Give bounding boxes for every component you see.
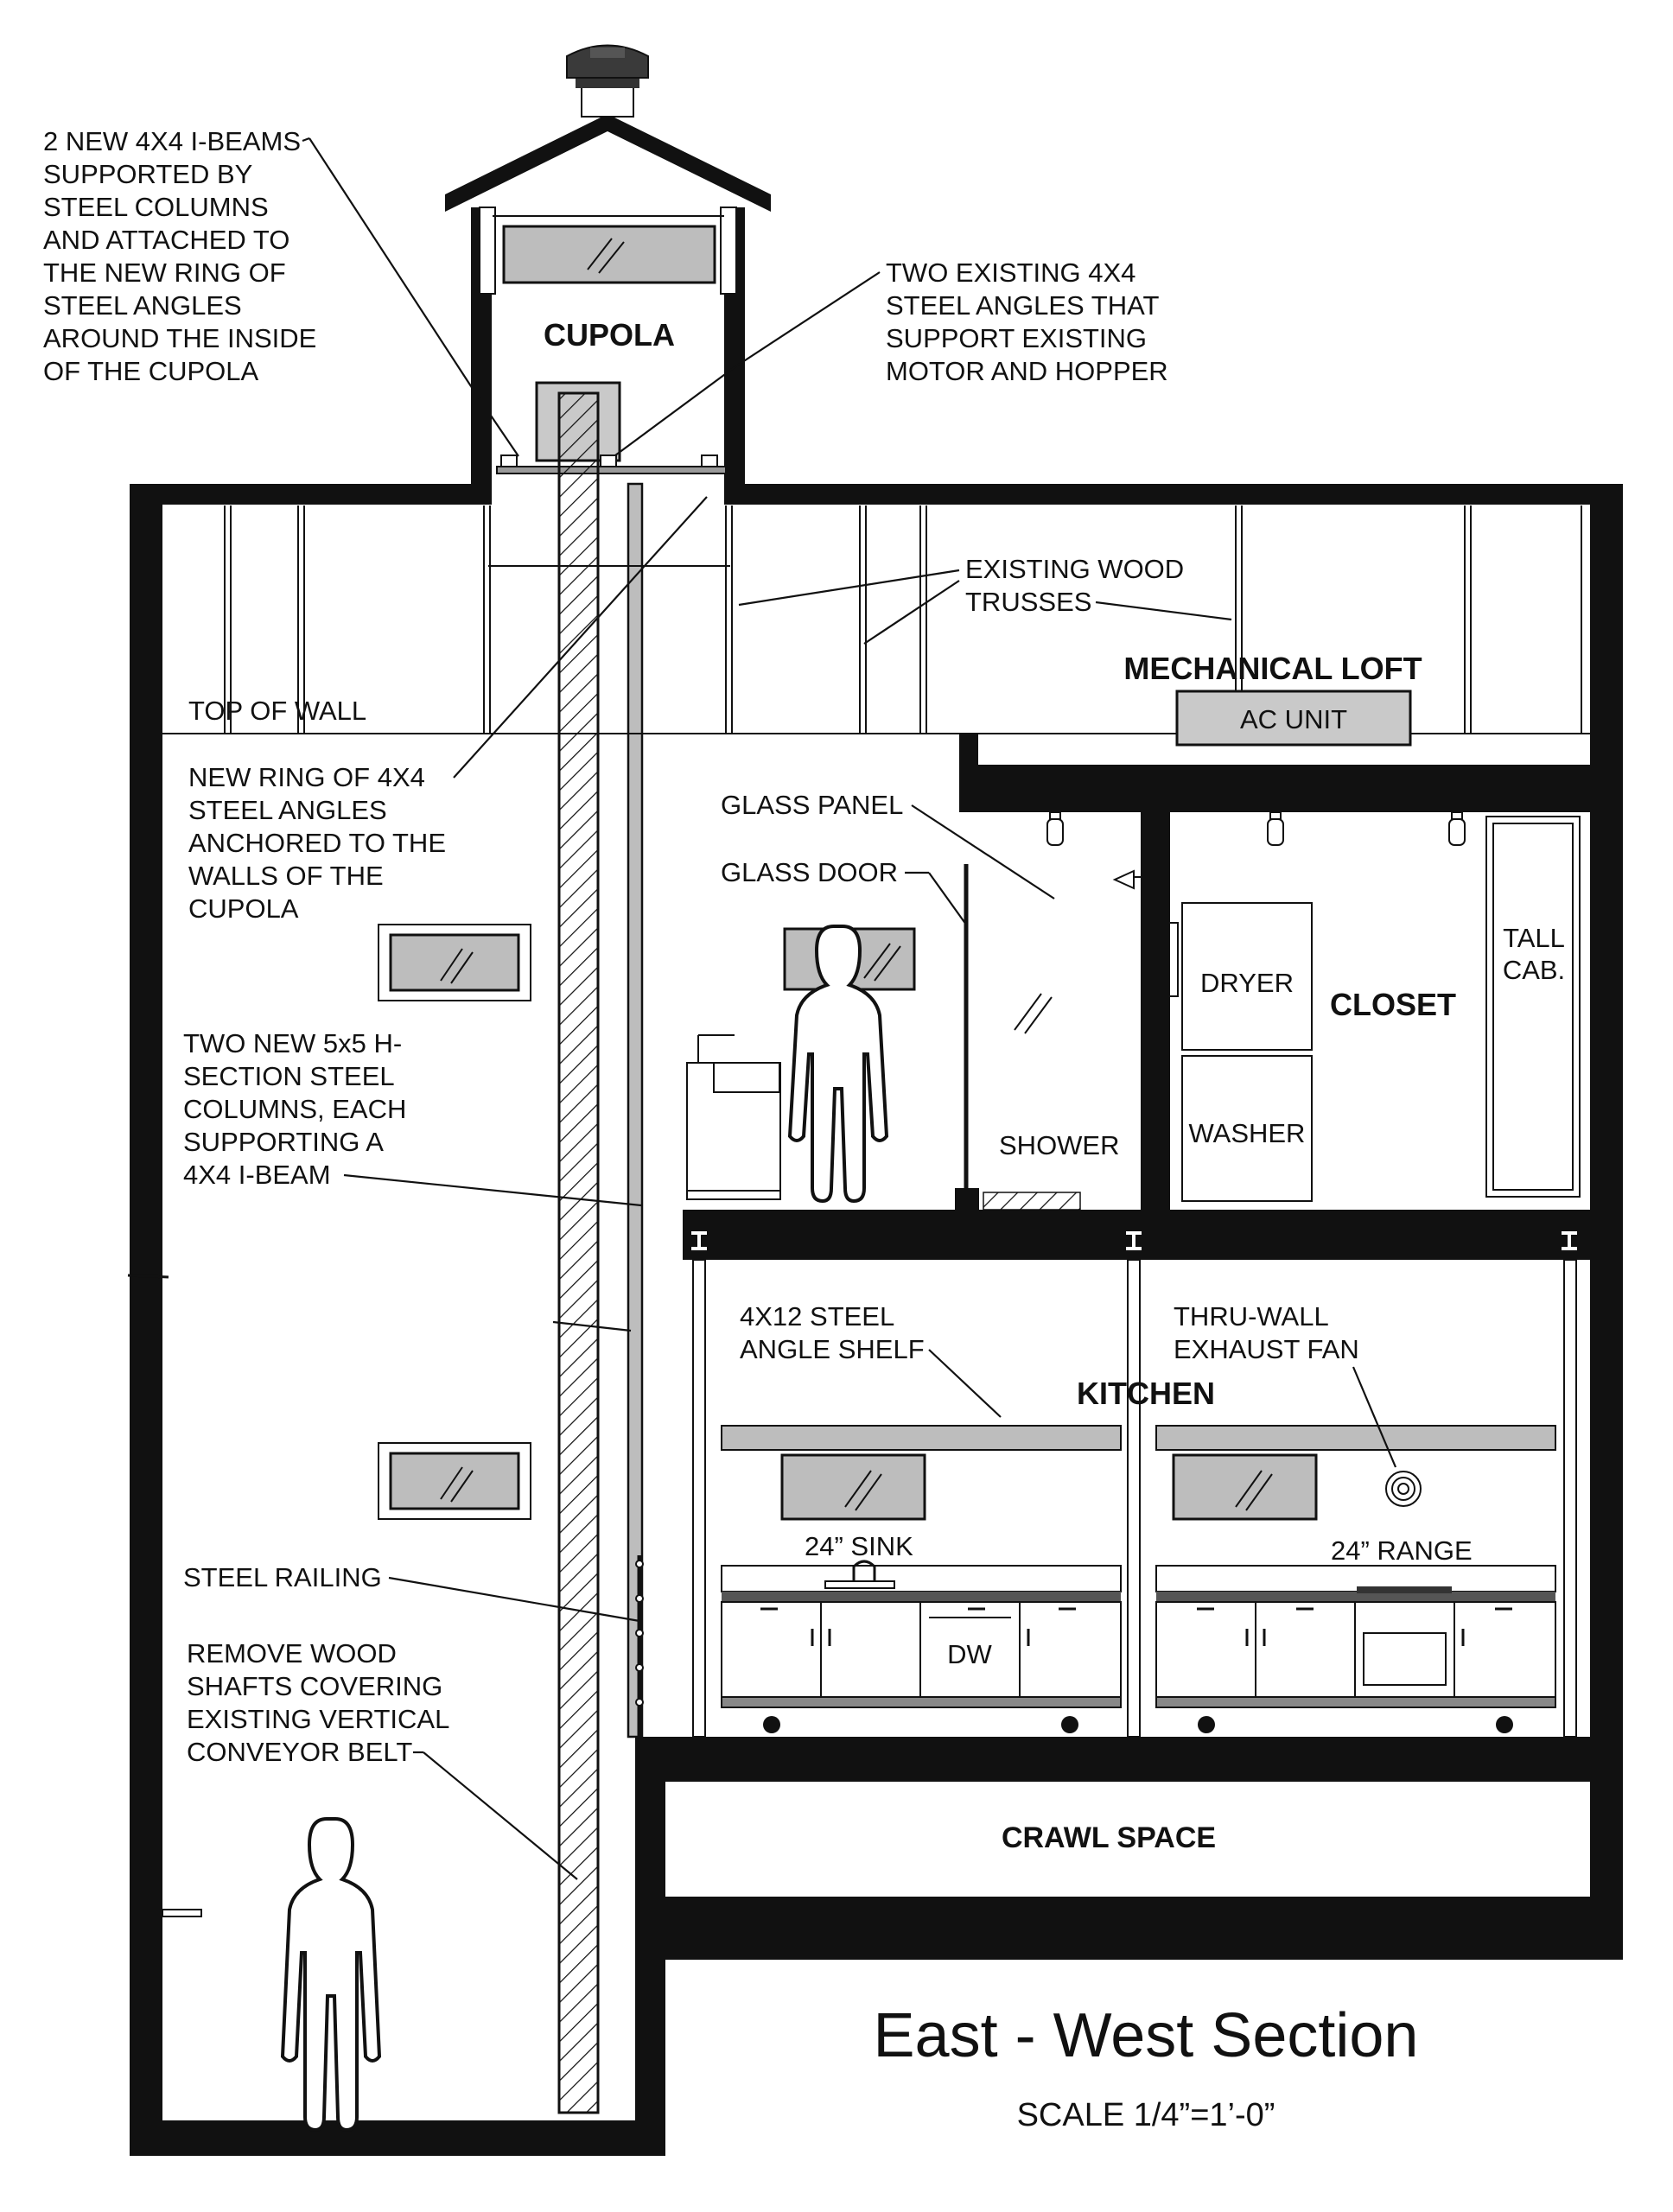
note-columns-line-3: COLUMNS, EACH	[183, 1094, 407, 1124]
note-ibeams-line-1: 2 NEW 4X4 I-BEAMS	[43, 126, 302, 156]
note-ring-line-2: STEEL ANGLES	[188, 795, 387, 825]
crawl-space-label: CRAWL SPACE	[1001, 1821, 1217, 1854]
note-angles-line-2: STEEL ANGLES THAT	[886, 290, 1160, 321]
dryer-label: DRYER	[1200, 968, 1294, 998]
note-ibeams-line-8: OF THE CUPOLA	[43, 356, 259, 386]
note-ibeams-line-3: STEEL COLUMNS	[43, 192, 269, 222]
tall-cab-label-1: TALL	[1503, 923, 1565, 953]
note-ring-line-3: ANCHORED TO THE	[188, 828, 446, 858]
kitchen-label: KITCHEN	[1077, 1376, 1215, 1411]
left-windows	[378, 925, 531, 1519]
note-angles-line-1: TWO EXISTING 4X4	[886, 257, 1136, 288]
note-railing: STEEL RAILING	[183, 1562, 382, 1592]
note-shelf-line-1: 4X12 STEEL	[740, 1301, 895, 1332]
drawing-scale: SCALE 1/4”=1’-0”	[1016, 2097, 1275, 2133]
tall-cab-label-2: CAB.	[1502, 955, 1566, 985]
note-sink: 24” SINK	[805, 1531, 913, 1561]
note-ibeams-line-4: AND ATTACHED TO	[43, 225, 290, 255]
shower-label: SHOWER	[999, 1130, 1120, 1160]
note-columns-line-1: TWO NEW 5x5 H-	[183, 1028, 403, 1058]
note-angles-line-4: MOTOR AND HOPPER	[886, 356, 1168, 386]
conveyor-shaft	[559, 393, 643, 2113]
note-range: 24” RANGE	[1331, 1535, 1473, 1566]
cupola	[445, 46, 771, 505]
washer-label: WASHER	[1188, 1118, 1306, 1148]
note-ring-line-5: CUPOLA	[188, 893, 299, 924]
note-trusses-line-1: EXISTING WOOD	[965, 554, 1185, 584]
note-columns-line-2: SECTION STEEL	[183, 1061, 395, 1091]
note-angles-line-3: SUPPORT EXISTING	[886, 323, 1148, 353]
note-top-of-wall: TOP OF WALL	[188, 696, 367, 726]
note-shafts-line-1: REMOVE WOOD	[187, 1638, 397, 1669]
cupola-label: CUPOLA	[544, 317, 675, 353]
note-columns-line-4: SUPPORTING A	[183, 1127, 384, 1157]
note-ibeams-line-7: AROUND THE INSIDE	[43, 323, 317, 353]
note-ring-line-1: NEW RING OF 4X4	[188, 762, 425, 792]
note-exhaust-line-1: THRU-WALL	[1174, 1301, 1329, 1332]
drawing-title: East - West Section	[873, 2001, 1419, 2070]
ac-unit-label: AC UNIT	[1240, 704, 1347, 734]
note-shafts-line-4: CONVEYOR BELT	[187, 1737, 413, 1767]
note-exhaust-line-2: EXHAUST FAN	[1174, 1334, 1359, 1364]
note-shafts-line-3: EXISTING VERTICAL	[187, 1704, 450, 1734]
closet	[1169, 817, 1580, 1201]
closet-label: CLOSET	[1329, 987, 1457, 1022]
note-columns-line-5: 4X4 I-BEAM	[183, 1160, 331, 1190]
note-shelf-line-2: ANGLE SHELF	[740, 1334, 925, 1364]
ledge	[162, 1910, 201, 1916]
dw-label: DW	[947, 1639, 992, 1669]
note-ibeams-line-6: STEEL ANGLES	[43, 290, 242, 321]
note-ring-line-4: WALLS OF THE	[188, 861, 384, 891]
note-glass-door: GLASS DOOR	[721, 857, 898, 887]
person-silhouette-left	[283, 1819, 379, 2130]
note-shafts-line-2: SHAFTS COVERING	[187, 1671, 443, 1701]
mechanical-loft-label: MECHANICAL LOFT	[1123, 651, 1422, 686]
note-trusses-line-2: TRUSSES	[965, 587, 1092, 617]
note-ibeams-line-5: THE NEW RING OF	[43, 257, 286, 288]
note-ibeams-line-2: SUPPORTED BY	[43, 159, 253, 189]
note-glass-panel: GLASS PANEL	[721, 790, 904, 820]
